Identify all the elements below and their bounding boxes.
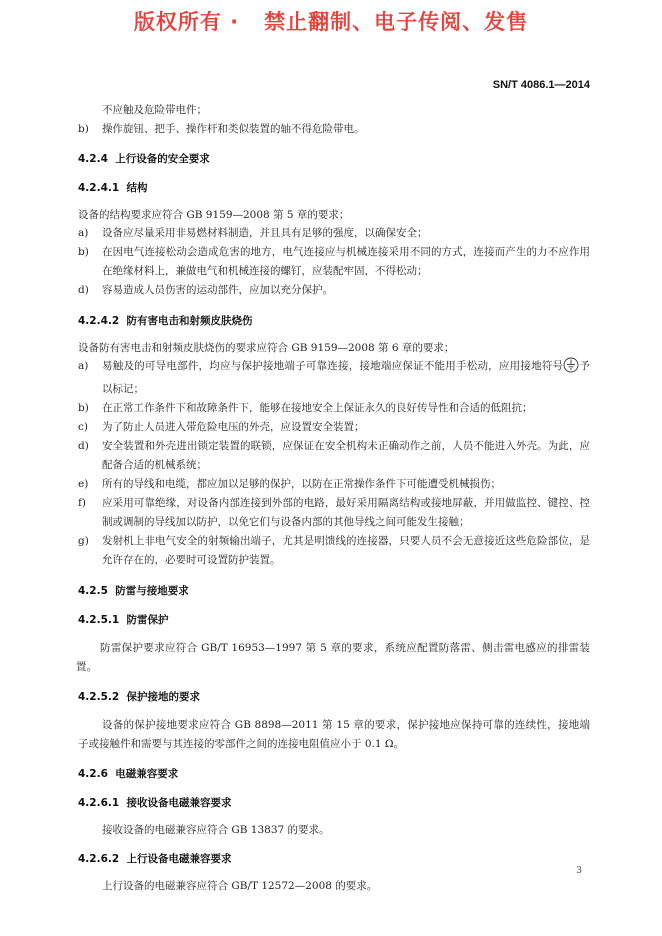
- list-text: 应采用可靠绝缘，对设备内部连接到外部的电路，最好采用隔离结构或接地屏蔽，并用做监控、键控、控制或调制的导线加以防护，以免它们与设备内部的其他导线之间可能发生接触；: [102, 497, 590, 528]
- section-heading-4-2-6-2: 4.2.6.2 上行设备电磁兼容要求: [78, 853, 232, 865]
- list-marker: f): [78, 497, 86, 509]
- list-marker: c): [78, 421, 88, 433]
- list-text: [102, 357, 590, 399]
- section-text: 防雷保护要求应符合 GB/T 16953—1997 第 5 章的要求，系统应配置防落雷、侧击雷电感应的排雷装置。: [76, 642, 590, 673]
- list-text: 发射机上非电气安全的射频输出端子，尤其是明馈线的连接器，只要人员不会无意接近这些危险部位，是允许存在的，必要时可设置防护装置。: [102, 535, 590, 566]
- list-text: 容易造成人员伤害的运动部件，应加以充分保护。: [102, 284, 333, 296]
- list-item: [78, 281, 590, 300]
- copyright-watermark: 版权所有 · 禁止翻制、电子传阅、发售: [133, 10, 529, 34]
- list-text: 为了防止人员进入带危险电压的外壳，应设置安全装置；: [102, 421, 365, 433]
- section-heading-4-2-6-1: 4.2.6.1 接收设备电磁兼容要求: [78, 797, 232, 809]
- section-heading-4-2-5-2: 4.2.5.2 保护接地的要求: [78, 691, 201, 703]
- section-text: 接收设备的电磁兼容应符合 GB 13837 的要求。: [102, 824, 330, 836]
- ground-symbol-icon: [563, 357, 579, 380]
- list-text: 安全装置和外壳进出锁定装置的联锁，应保证在安全机构未正确动作之前，人员不能进入外壳。为此，应配备合适的机械系统；: [102, 440, 590, 471]
- list-marker: e): [78, 478, 89, 490]
- list-marker: a): [78, 360, 89, 372]
- list-marker: a): [78, 227, 89, 239]
- list-text: 所有的导线和电缆，都应加以足够的保护，以防在正常操作条件下可能遭受机械损伤；: [102, 478, 501, 490]
- list-item: [78, 224, 590, 243]
- list-text: 在正常工作条件下和故障条件下，能够在接地安全上保证永久的良好传导性和合适的低阻抗；: [102, 402, 533, 414]
- list-text: 设备应尽量采用非易燃材料制造，并且具有足够的强度，以确保安全；: [102, 227, 428, 239]
- list-item: [78, 475, 590, 494]
- list-marker: b): [78, 402, 89, 414]
- list-item: [78, 532, 590, 570]
- list-marker: g): [78, 535, 89, 547]
- list-item: [78, 399, 590, 418]
- list-text: 在因电气连接松动会造成危害的地方，电气连接应与机械连接采用不同的方式，连接而产生的力不应作用在绝缘材料上，兼做电气和机械连接的螺钉，应装配牢固，不得松动；: [102, 246, 590, 277]
- section-heading-4-2-5: 4.2.5 防雷与接地要求: [78, 585, 189, 597]
- list-item: [78, 494, 590, 532]
- continued-line: 不应触及危险带电件；: [102, 104, 207, 116]
- list-item: [78, 437, 590, 475]
- section-heading-4-2-4: 4.2.4 上行设备的安全要求: [78, 153, 210, 165]
- list-item: [78, 120, 590, 139]
- list-marker: d): [78, 440, 89, 452]
- section-heading-4-2-6: 4.2.6 电磁兼容要求: [78, 768, 179, 780]
- list-text-part: 予以标记；: [102, 360, 591, 395]
- section-text: 设备的保护接地要求应符合 GB 8898—2011 第 15 章的要求，保护接地应保持可靠的连续性，接地端子或接触件和需要与其连接的零部件之间的连接电阻值应小于 0.1 Ω。: [78, 719, 590, 750]
- section-text: 上行设备的电磁兼容应符合 GB/T 12572—2008 的要求。: [102, 880, 378, 892]
- list-marker: b): [78, 123, 89, 135]
- section-heading-4-2-4-1: 4.2.4.1 结构: [78, 182, 148, 194]
- section-intro: 设备的结构要求应符合 GB 9159—2008 第 5 章的要求；: [78, 209, 350, 221]
- document-body: [78, 102, 590, 895]
- page-number: 3: [576, 866, 582, 876]
- list-marker: d): [78, 284, 89, 296]
- list-text: 操作旋钮、把手、操作杆和类似装置的轴不得危险带电。: [102, 123, 365, 135]
- list-item: [78, 357, 590, 399]
- list-item: [78, 418, 590, 437]
- list-marker: b): [78, 246, 89, 258]
- standard-number: SN/T 4086.1—2014: [492, 79, 590, 91]
- list-text-part: 易触及的可导电部件，均应与保护接地端子可靠连接，接地端应保证不能用手松动，应用接地符号: [102, 360, 564, 372]
- section-intro: 设备防有害电击和射频皮肤烧伤的要求应符合 GB 9159—2008 第 6 章的要求；: [78, 342, 455, 354]
- section-heading-4-2-4-2: 4.2.4.2 防有害电击和射频皮肤烧伤: [78, 315, 253, 327]
- section-heading-4-2-5-1: 4.2.5.1 防雷保护: [78, 614, 169, 626]
- list-item: [78, 243, 590, 281]
